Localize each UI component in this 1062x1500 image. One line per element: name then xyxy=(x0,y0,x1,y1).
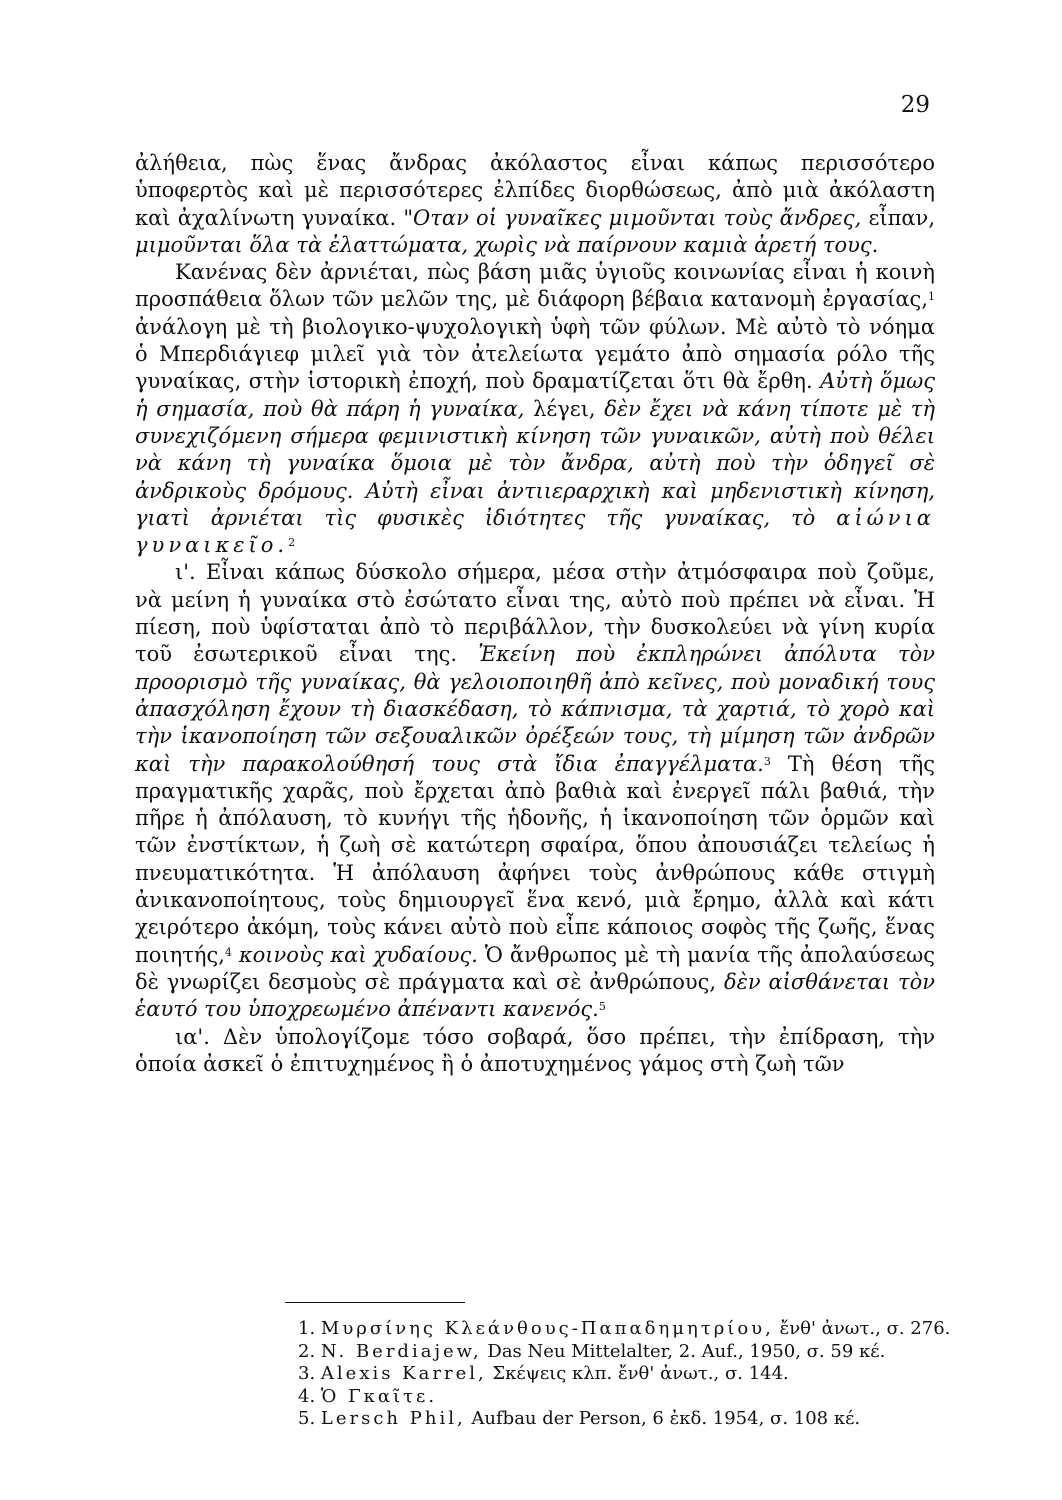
footnote-number: 1. xyxy=(298,1318,321,1339)
footnote-reference: Aufbau der Person, 6 ἐκδ. 1954, σ. 108 κέ. xyxy=(465,1408,861,1430)
text-run: Κανένας δὲν ἀρνιέται, πὼς βάση μιᾶς ὑγιοῦς κοινωνίας εἶναι ἡ κοινὴ προσπάθεια ὅλων τῶν μελῶν της, μὲ διάφορη βέβαια κατανομὴ ἐργασίας, xyxy=(135,260,935,312)
footnote-number: 5. xyxy=(298,1408,321,1430)
footnote-number: 2. xyxy=(298,1340,321,1362)
italic-text: κοινοὺς καὶ χυδαίους. xyxy=(238,942,478,967)
footnote-reference: Das Neu Mittelalter, 2. Auf., 1950, σ. 59 κέ. xyxy=(481,1340,886,1362)
footnote-author: N. Berdiajew, xyxy=(320,1340,482,1362)
footnote xyxy=(298,1386,938,1409)
footnote-reference: ἔνθ' ἀνωτ., σ. 276. xyxy=(773,1318,951,1339)
italic-text: "Οταν οἱ γυναῖκες μιμοῦνται τοὺς ἄνδρες, xyxy=(403,205,862,230)
footnote-separator xyxy=(285,1302,465,1303)
body-text xyxy=(135,150,935,1078)
footnotes xyxy=(298,1318,951,1431)
italic-text: δὲν ἔχει νὰ κάνη τίποτε μὲ τὴ συνεχιζόμενη σήμερα φεμινιστικὴ κίνηση τῶν γυναικῶν, αὐτὴ ποὺ θέλει νὰ κάνη τὴ γυναίκα ὅμοια μὲ τὸν ἄνδρα, αὐτὴ ποὺ τὴν ὁδηγεῖ σὲ ἀνδρικοὺς δρόμους. Αὐτὴ εἶναι ἀντιιεραρχικὴ καὶ μηδενιστικὴ κίνηση, γιατὶ ἀρνιέται τὶς φυσικὲς ἰδιότητες τῆς γυναίκας, τὸ xyxy=(135,396,935,530)
text-run: ἀνάλογη μὲ τὴ βιολογικο-ψυχολογικὴ ὑφὴ τῶν φύλων. Μὲ αὐτὸ τὸ νόημα ὁ Μπερδιάγιεφ μιλεῖ γιὰ τὸν ἀτελείωτα γεμάτο ἀπὸ σημασία ρόλο τῆς γυναίκας, στὴν ἱστορικὴ ἐποχή, ποὺ δραματίζεται ὅτι θὰ ἔρθη. xyxy=(135,314,935,394)
italic-text: Ἐκείνη ποὺ ἐκπληρώνει ἀπόλυτα τὸν προορισμὸ τῆς γυναίκας, θὰ γελοιοποιηθῆ ἀπὸ κεῖνες, ποὺ μοναδική τους ἀπασχόληση ἔχουν τὴ διασκέδαση, τὸ κάπνισμα, τὰ χαρτιά, τὸ χορὸ καὶ τὴν ἱκανοποίηση τῶν σεξουαλικῶν ὀρέξεών τους, τὴ μίμηση τῶν ἀνδρῶν καὶ τὴν παρακολούθησή τους στὰ ἴδια ἐπαγγέλματα. xyxy=(135,642,936,776)
footnote xyxy=(298,1341,938,1364)
footnote-author: Μυρσίνης Κλεάνθους-Παπαδημητρίου, xyxy=(320,1318,774,1339)
page-number: 29 xyxy=(900,92,930,118)
text-run: Ὁ ἄνθρωπος μὲ τὴ μανία τῆς ἀπολαύσεως δὲ γνωρίζει δεσμοὺς σὲ πράγματα καὶ σὲ ἀνθρώπους, xyxy=(135,942,935,994)
footnote-number: 4. xyxy=(298,1385,321,1407)
paragraph xyxy=(135,559,935,1023)
footnote-reference: Σκέψεις κλπ. ἔνθ' ἀνωτ., σ. 144. xyxy=(486,1363,789,1385)
footnote-marker: 2 xyxy=(288,536,296,550)
footnote-marker: 4 xyxy=(224,945,232,959)
paragraph xyxy=(135,150,935,259)
footnote-marker: 5 xyxy=(598,1000,606,1014)
footnote xyxy=(298,1318,951,1341)
footnote-marker: 3 xyxy=(763,754,771,768)
footnote xyxy=(298,1408,938,1431)
italic-text: δὲν αἰσθάνεται τὸν ἑαυτό του ὑποχρεωμένο ἀπέναντι κανενός. xyxy=(135,969,936,1022)
paragraph xyxy=(135,1024,935,1079)
footnote-author: Alexis Karrel, xyxy=(320,1363,487,1385)
text-run xyxy=(232,943,239,967)
footnote xyxy=(298,1363,938,1386)
text-run: Τὴ θέση τῆς πραγματικῆς χαρᾶς, ποὺ ἔρχεται ἀπὸ βαθιὰ καὶ ἐνεργεῖ πάλι βαθιά, τὴν πῆρε ἡ ἀπόλαυση, τὸ κυνήγι τῆς ἡδονῆς, ἡ ἱκανοποίηση τῶν ὁρμῶν καὶ τῶν ἐνστίκτων, ἡ ζωὴ σὲ κατώτερη σφαίρα, ὅπου ἀπουσιάζει τελείως ἡ πνευματικότητα. Ἡ ἀπόλαυση ἀφήνει τοὺς ἀνθρώπους κάθε στιγμὴ ἀνικανοποίητους, τοὺς δημιουργεῖ ἕνα κενό, μιὰ ἔρημο, ἀλλὰ καὶ κάτι χειρότερο ἀκόμη, τοὺς κάνει αὐτὸ ποὺ εἶπε κάποιος σοφὸς τῆς ζωῆς, ἕνας ποιητής, xyxy=(135,751,936,967)
text-run: ἀλήθεια, πὼς ἕνας ἄνδρας ἀκόλαστος εἶναι κάπως περισσότερο ὑποφερτὸς καὶ μὲ περισσότερες ἐλπίδες διορθώσεως, ἀπὸ μιὰ ἀκόλαστη καὶ ἀχαλίνωτη γυναίκα. xyxy=(135,151,935,230)
text-run: εἶπαν, xyxy=(861,205,936,230)
footnote-author: Lersch Phil, xyxy=(320,1408,466,1430)
text-run: λέγει, xyxy=(524,396,605,421)
italic-text: μιμοῦνται ὅλα τὰ ἐλαττώματα, χωρὶς νὰ παίρνουν καμιὰ ἀρετή τους. xyxy=(135,232,879,257)
footnote-number: 3. xyxy=(298,1363,321,1385)
text-run: ια'. Δὲν ὑπολογίζομε τόσο σοβαρά, ὅσο πρέπει, τὴν ἐπίδραση, τὴν ὁποία ἀσκεῖ ὁ ἐπιτυχημένος ἢ ὁ ἀποτυχημένος γάμος στὴ ζωὴ τῶν xyxy=(135,1024,935,1076)
italic-text: Αὐτὴ ὅμως ἡ σημασία, ποὺ θὰ πάρη ἡ γυναίκα, xyxy=(135,369,935,421)
text-run: ι'. Εἶναι κάπως δύσκολο σήμερα, μέσα στὴν ἀτμόσφαιρα ποὺ ζοῦμε, νὰ μείνη ἡ γυναίκα στὸ ἐσώτατο εἶναι της, αὐτὸ ποὺ πρέπει νὰ εἶναι. Ἡ πίεση, ποὺ ὑφίσταται ἀπὸ τὸ περιβάλλον, τὴν δυσκολεύει νὰ γίνη κυρία τοῦ ἐσωτερικοῦ εἶναι της. xyxy=(135,560,935,667)
footnote-author: Ὁ Γκαῖτε. xyxy=(320,1385,438,1407)
italic-text: αἰώνια γυναικεῖο. xyxy=(135,505,935,558)
paragraph xyxy=(135,259,935,559)
footnote-marker: 1 xyxy=(928,290,935,304)
